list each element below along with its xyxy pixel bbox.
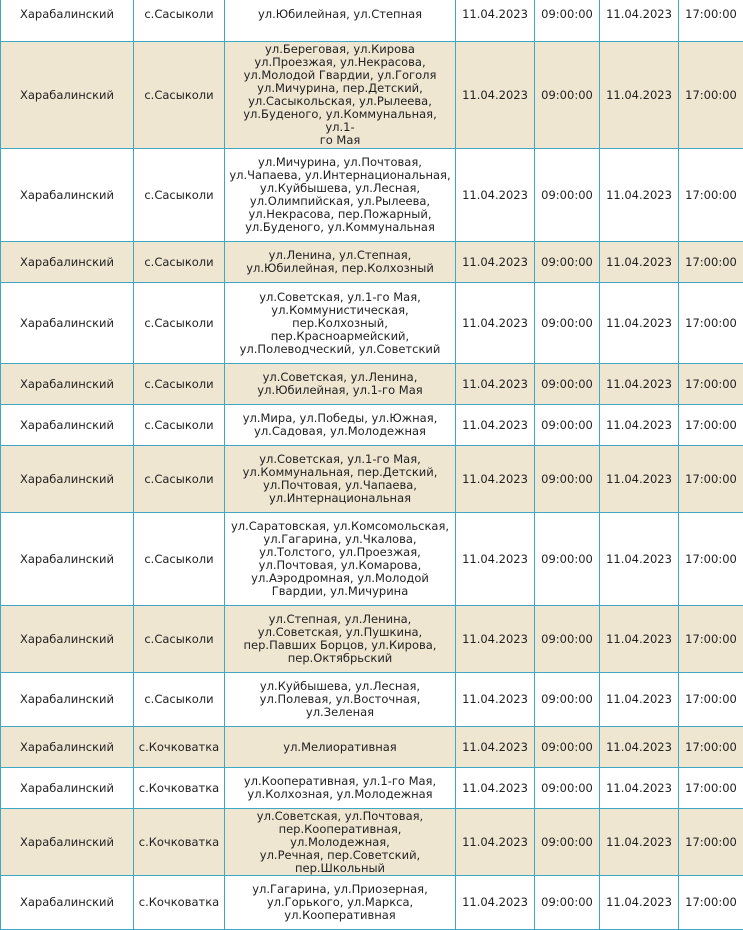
street-line: ул.Чапаева, ул.Интернациональная, bbox=[228, 169, 452, 182]
street-line: пер.Октябрьский bbox=[228, 652, 452, 665]
date-start-cell: 11.04.2023 bbox=[456, 149, 535, 242]
street-line: ул.Некрасова, пер.Пожарный, bbox=[228, 208, 452, 221]
streets-cell bbox=[225, 727, 456, 768]
street-line: ул.Коммунистическая, bbox=[228, 304, 452, 317]
time-end-cell: 17:00:00 bbox=[679, 242, 743, 283]
table-row bbox=[1, 809, 743, 876]
street-line: ул.Гагарина, ул.Чкалова, bbox=[228, 533, 452, 546]
village-cell: с.Сасыколи bbox=[134, 606, 225, 673]
streets-cell bbox=[225, 809, 456, 876]
street-line: ул.Саратовская, ул.Комсомольская, bbox=[228, 520, 452, 533]
street-line: ул.Советская, ул.1-го Мая, bbox=[228, 291, 452, 304]
date-start-cell: 11.04.2023 bbox=[456, 242, 535, 283]
district-cell: Харабалинский bbox=[1, 606, 134, 673]
street-line: ул.Интернациональная bbox=[228, 492, 452, 505]
table-row bbox=[1, 673, 743, 727]
streets-cell bbox=[225, 283, 456, 364]
date-end-cell: 11.04.2023 bbox=[600, 606, 679, 673]
street-line: го Мая bbox=[228, 134, 452, 147]
street-line: ул.Молодой Гвардии, ул.Гоголя bbox=[228, 69, 452, 82]
streets-cell bbox=[225, 0, 456, 42]
street-line: ул.Колхозная, ул.Молодежная bbox=[228, 788, 452, 801]
time-end-cell: 17:00:00 bbox=[679, 809, 743, 876]
street-line: ул.Мичурина, ул.Почтовая, bbox=[228, 156, 452, 169]
street-line: ул.Буденого, ул.Коммунальная bbox=[228, 221, 452, 234]
streets-cell bbox=[225, 42, 456, 149]
table-row bbox=[1, 149, 743, 242]
street-line: ул.Речная, пер.Советский, bbox=[228, 849, 452, 862]
date-start-cell: 11.04.2023 bbox=[456, 606, 535, 673]
district-cell: Харабалинский bbox=[1, 809, 134, 876]
time-start-cell: 09:00:00 bbox=[535, 364, 600, 405]
date-end-cell: 11.04.2023 bbox=[600, 42, 679, 149]
district-cell: Харабалинский bbox=[1, 768, 134, 809]
district-cell: Харабалинский bbox=[1, 364, 134, 405]
streets-cell bbox=[225, 606, 456, 673]
time-start-cell: 09:00:00 bbox=[535, 768, 600, 809]
street-line: ул.Сасыкольская, ул.Рылеева, bbox=[228, 95, 452, 108]
district-cell: Харабалинский bbox=[1, 446, 134, 513]
street-line: ул.Мира, ул.Победы, ул.Южная, bbox=[228, 412, 452, 425]
district-cell: Харабалинский bbox=[1, 242, 134, 283]
streets-cell bbox=[225, 768, 456, 809]
date-start-cell: 11.04.2023 bbox=[456, 673, 535, 727]
table-row bbox=[1, 405, 743, 446]
street-line: ул.Куйбышева, ул.Лесная, bbox=[228, 680, 452, 693]
street-line: ул.Коммунальная, пер.Детский, bbox=[228, 466, 452, 479]
street-line: ул.Аэродромная, ул.Молодой bbox=[228, 572, 452, 585]
street-line: ул.Гагарина, ул.Приозерная, bbox=[228, 883, 452, 896]
time-end-cell: 17:00:00 bbox=[679, 364, 743, 405]
street-line: ул.Полеводческий, ул.Советский bbox=[228, 343, 452, 356]
table-row bbox=[1, 606, 743, 673]
streets-cell bbox=[225, 242, 456, 283]
street-line: пер.Кооперативная, ул.Молодежная, bbox=[228, 823, 452, 849]
streets-cell bbox=[225, 364, 456, 405]
table-row bbox=[1, 513, 743, 606]
table-row bbox=[1, 364, 743, 405]
street-line: ул.Мичурина, пер.Детский, bbox=[228, 82, 452, 95]
street-line: ул.Куйбышева, ул.Лесная, bbox=[228, 182, 452, 195]
time-end-cell: 17:00:00 bbox=[679, 727, 743, 768]
street-line: ул.Полевая, ул.Восточная, bbox=[228, 693, 452, 706]
street-line: ул.Советская, ул.Пушкина, bbox=[228, 626, 452, 639]
time-start-cell: 09:00:00 bbox=[535, 513, 600, 606]
date-end-cell: 11.04.2023 bbox=[600, 809, 679, 876]
district-cell: Харабалинский bbox=[1, 0, 134, 42]
district-cell: Харабалинский bbox=[1, 673, 134, 727]
date-start-cell: 11.04.2023 bbox=[456, 513, 535, 606]
time-end-cell: 17:00:00 bbox=[679, 405, 743, 446]
time-end-cell: 17:00:00 bbox=[679, 513, 743, 606]
street-line: ул.Советская, ул.Почтовая, bbox=[228, 810, 452, 823]
street-line: ул.Толстого, ул.Проезжая, bbox=[228, 546, 452, 559]
street-line: ул.Проезжая, ул.Некрасова, bbox=[228, 56, 452, 69]
date-start-cell: 11.04.2023 bbox=[456, 446, 535, 513]
time-start-cell: 09:00:00 bbox=[535, 42, 600, 149]
date-start-cell: 11.04.2023 bbox=[456, 727, 535, 768]
street-line: ул.Юбилейная, пер.Колхозный bbox=[228, 262, 452, 275]
date-end-cell: 11.04.2023 bbox=[600, 727, 679, 768]
date-start-cell: 11.04.2023 bbox=[456, 283, 535, 364]
table-row bbox=[1, 727, 743, 768]
table-row bbox=[1, 283, 743, 364]
street-line: ул.Почтовая, ул.Чапаева, bbox=[228, 479, 452, 492]
time-end-cell: 17:00:00 bbox=[679, 0, 743, 42]
street-line: ул.Степная, ул.Ленина, bbox=[228, 613, 452, 626]
village-cell: с.Кочковатка bbox=[134, 809, 225, 876]
date-end-cell: 11.04.2023 bbox=[600, 364, 679, 405]
time-end-cell: 17:00:00 bbox=[679, 446, 743, 513]
street-line: ул.Олимпийская, ул.Рылеева, bbox=[228, 195, 452, 208]
date-end-cell: 11.04.2023 bbox=[600, 446, 679, 513]
date-start-cell: 11.04.2023 bbox=[456, 405, 535, 446]
table-row bbox=[1, 242, 743, 283]
time-start-cell: 09:00:00 bbox=[535, 242, 600, 283]
streets-cell bbox=[225, 673, 456, 727]
streets-cell bbox=[225, 149, 456, 242]
village-cell: с.Сасыколи bbox=[134, 283, 225, 364]
village-cell: с.Сасыколи bbox=[134, 513, 225, 606]
district-cell: Харабалинский bbox=[1, 405, 134, 446]
table-row bbox=[1, 446, 743, 513]
district-cell: Харабалинский bbox=[1, 727, 134, 768]
street-line: ул.Советская, ул.Ленина, bbox=[228, 371, 452, 384]
street-line: ул.Мелиоративная bbox=[228, 741, 452, 754]
date-end-cell: 11.04.2023 bbox=[600, 405, 679, 446]
street-line: ул.Садовая, ул.Молодежная bbox=[228, 425, 452, 438]
village-cell: с.Сасыколи bbox=[134, 364, 225, 405]
streets-cell bbox=[225, 446, 456, 513]
street-line: ул.Юбилейная, ул.Степная bbox=[228, 8, 452, 21]
time-end-cell: 17:00:00 bbox=[679, 149, 743, 242]
time-start-cell: 09:00:00 bbox=[535, 149, 600, 242]
date-start-cell: 11.04.2023 bbox=[456, 809, 535, 876]
street-line: ул.Кооперативная bbox=[228, 909, 452, 922]
village-cell: с.Сасыколи bbox=[134, 149, 225, 242]
time-start-cell: 09:00:00 bbox=[535, 876, 600, 930]
time-start-cell: 09:00:00 bbox=[535, 606, 600, 673]
date-start-cell: 11.04.2023 bbox=[456, 768, 535, 809]
district-cell: Харабалинский bbox=[1, 283, 134, 364]
time-start-cell: 09:00:00 bbox=[535, 283, 600, 364]
street-line: ул.Горького, ул.Маркса, bbox=[228, 896, 452, 909]
village-cell: с.Сасыколи bbox=[134, 42, 225, 149]
street-line: ул.Ленина, ул.Степная, bbox=[228, 249, 452, 262]
date-start-cell: 11.04.2023 bbox=[456, 0, 535, 42]
date-end-cell: 11.04.2023 bbox=[600, 876, 679, 930]
district-cell: Харабалинский bbox=[1, 876, 134, 930]
streets-cell bbox=[225, 405, 456, 446]
district-cell: Харабалинский bbox=[1, 42, 134, 149]
date-end-cell: 11.04.2023 bbox=[600, 242, 679, 283]
village-cell: с.Сасыколи bbox=[134, 242, 225, 283]
time-start-cell: 09:00:00 bbox=[535, 727, 600, 768]
date-start-cell: 11.04.2023 bbox=[456, 364, 535, 405]
time-end-cell: 17:00:00 bbox=[679, 876, 743, 930]
village-cell: с.Сасыколи bbox=[134, 405, 225, 446]
village-cell: с.Сасыколи bbox=[134, 446, 225, 513]
street-line: пер.Колхозный, bbox=[228, 317, 452, 330]
date-end-cell: 11.04.2023 bbox=[600, 673, 679, 727]
village-cell: с.Сасыколи bbox=[134, 673, 225, 727]
time-start-cell: 09:00:00 bbox=[535, 0, 600, 42]
street-line: ул.Почтовая, ул.Комарова, bbox=[228, 559, 452, 572]
date-end-cell: 11.04.2023 bbox=[600, 768, 679, 809]
date-start-cell: 11.04.2023 bbox=[456, 876, 535, 930]
time-start-cell: 09:00:00 bbox=[535, 405, 600, 446]
date-end-cell: 11.04.2023 bbox=[600, 0, 679, 42]
street-line: пер.Красноармейский, bbox=[228, 330, 452, 343]
streets-cell bbox=[225, 513, 456, 606]
table-row bbox=[1, 876, 743, 930]
streets-cell bbox=[225, 876, 456, 930]
district-cell: Харабалинский bbox=[1, 149, 134, 242]
time-end-cell: 17:00:00 bbox=[679, 42, 743, 149]
time-end-cell: 17:00:00 bbox=[679, 768, 743, 809]
date-end-cell: 11.04.2023 bbox=[600, 149, 679, 242]
date-end-cell: 11.04.2023 bbox=[600, 283, 679, 364]
street-line: пер.Павших Борцов, ул.Кирова, bbox=[228, 639, 452, 652]
time-end-cell: 17:00:00 bbox=[679, 606, 743, 673]
street-line: ул.Береговая, ул.Кирова bbox=[228, 43, 452, 56]
street-line: ул.Буденого, ул.Коммунальная, ул.1- bbox=[228, 108, 452, 134]
date-start-cell: 11.04.2023 bbox=[456, 42, 535, 149]
street-line: пер.Школьный bbox=[228, 862, 452, 875]
time-end-cell: 17:00:00 bbox=[679, 283, 743, 364]
street-line: ул.Юбилейная, ул.1-го Мая bbox=[228, 384, 452, 397]
table-row bbox=[1, 768, 743, 809]
village-cell: с.Сасыколи bbox=[134, 0, 225, 42]
time-end-cell: 17:00:00 bbox=[679, 673, 743, 727]
village-cell: с.Кочковатка bbox=[134, 768, 225, 809]
street-line: ул.Зеленая bbox=[228, 706, 452, 719]
table-row bbox=[1, 42, 743, 149]
time-start-cell: 09:00:00 bbox=[535, 673, 600, 727]
table-row bbox=[1, 0, 743, 42]
street-line: Гвардии, ул.Мичурина bbox=[228, 585, 452, 598]
district-cell: Харабалинский bbox=[1, 513, 134, 606]
village-cell: с.Кочковатка bbox=[134, 876, 225, 930]
time-start-cell: 09:00:00 bbox=[535, 809, 600, 876]
time-start-cell: 09:00:00 bbox=[535, 446, 600, 513]
village-cell: с.Кочковатка bbox=[134, 727, 225, 768]
date-end-cell: 11.04.2023 bbox=[600, 513, 679, 606]
street-line: ул.Советская, ул.1-го Мая, bbox=[228, 453, 452, 466]
street-line: ул.Кооперативная, ул.1-го Мая, bbox=[228, 775, 452, 788]
